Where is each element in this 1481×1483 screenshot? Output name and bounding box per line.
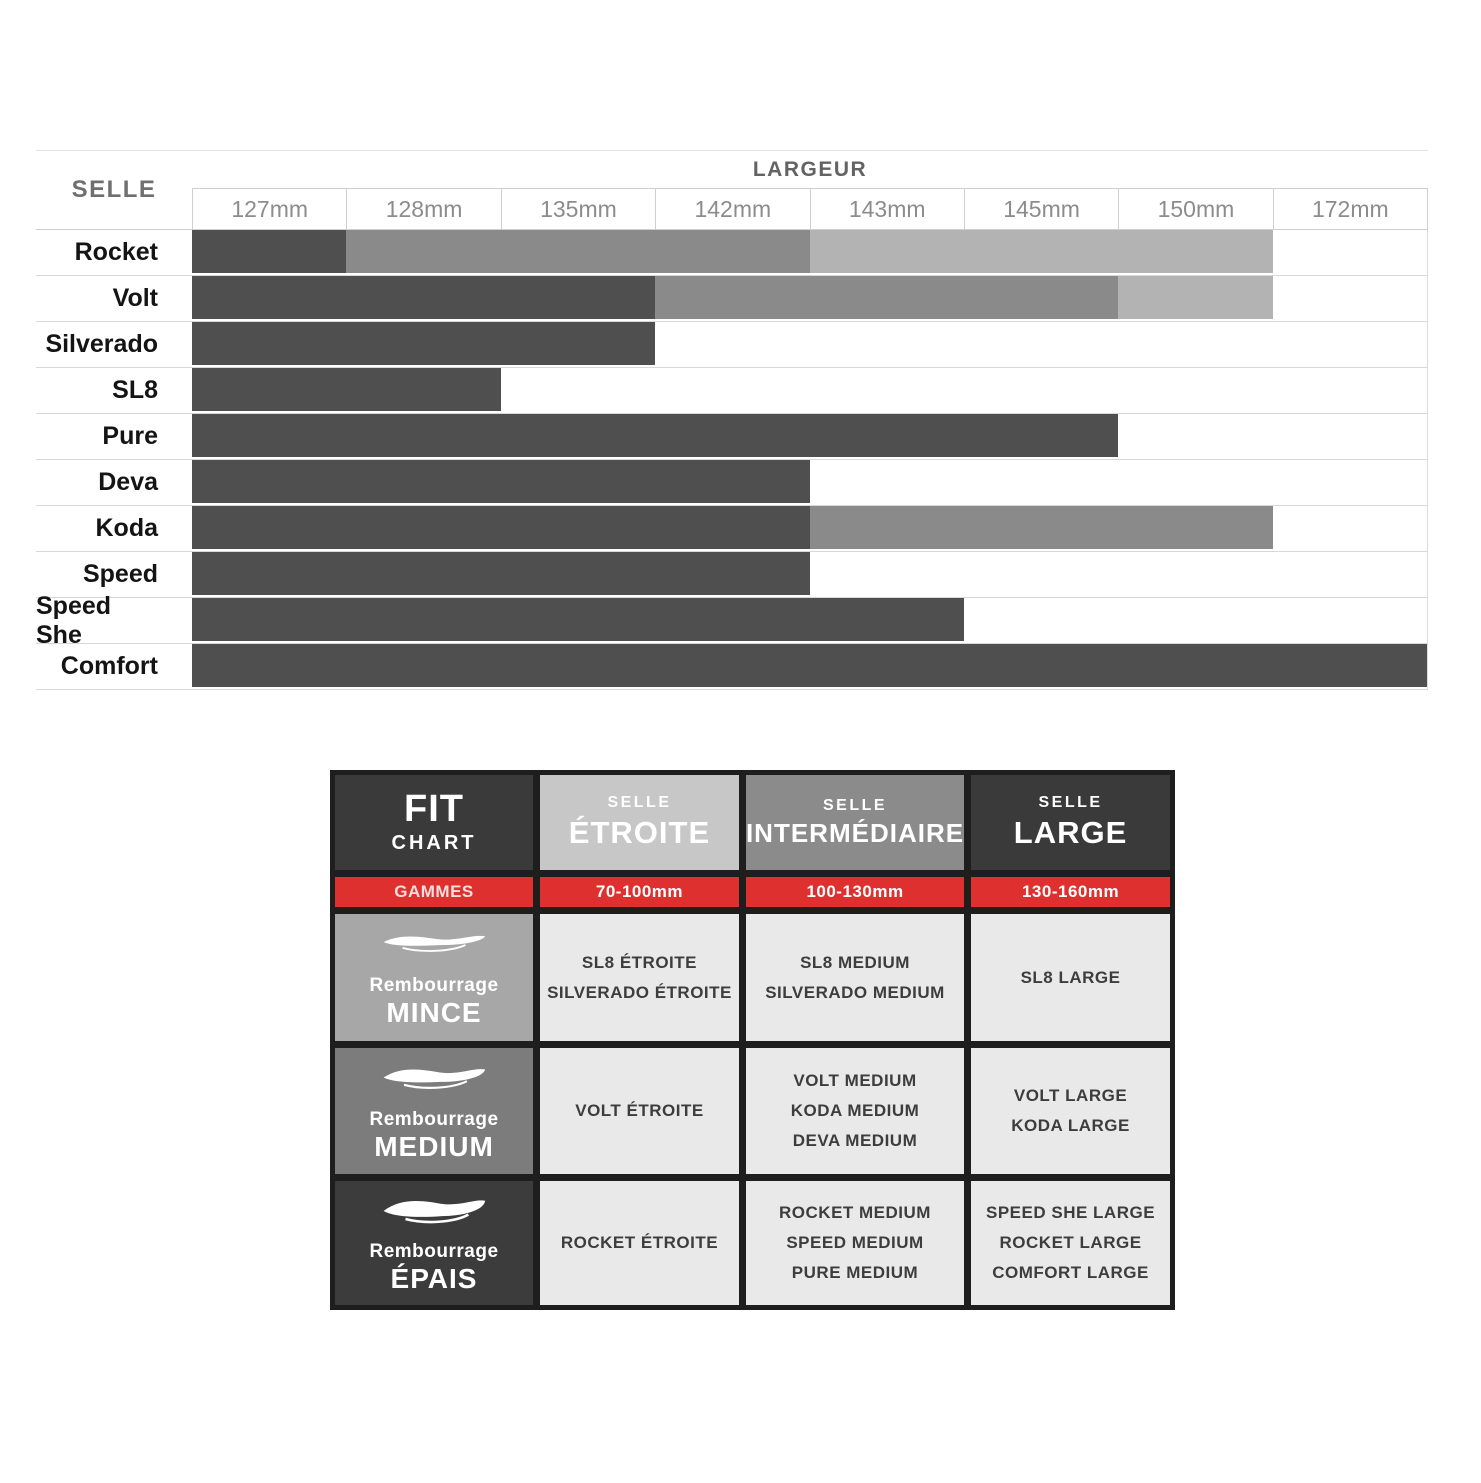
header-large-line1: SELLE xyxy=(1038,794,1103,811)
padding-thickness-label: MEDIUM xyxy=(374,1130,494,1162)
header-selle-intermediaire xyxy=(746,775,964,870)
saddle-row-track xyxy=(192,460,1428,505)
saddle-row-label: Comfort xyxy=(60,652,158,680)
model-name: ROCKET ÉTROITE xyxy=(560,1233,719,1252)
model-name: SILVERADO MEDIUM xyxy=(765,982,945,1002)
header-selle-large xyxy=(971,775,1170,870)
model-name: SL8 ÉTROITE xyxy=(581,952,697,972)
fit-chart-model-cell xyxy=(540,1048,739,1174)
fit-chart-model-cell xyxy=(746,1048,964,1174)
fit-chart-model-cell xyxy=(971,914,1170,1041)
model-name: ROCKET LARGE xyxy=(999,1233,1142,1252)
width-range-bar-dark xyxy=(192,368,501,411)
width-column-header: 135mm xyxy=(501,189,655,229)
fit-title-line2: CHART xyxy=(391,832,477,854)
saddle-row xyxy=(36,368,1428,414)
model-name: SPEED SHE LARGE xyxy=(986,1203,1156,1222)
saddle-row-label: Speed xyxy=(82,560,158,588)
model-name: SPEED MEDIUM xyxy=(786,1233,924,1252)
width-chart-header-right xyxy=(192,151,1428,229)
width-range-bar-medium xyxy=(810,506,1273,549)
saddle-row-label: Speed She xyxy=(36,591,112,649)
padding-row-label-cell xyxy=(335,1181,533,1305)
fit-chart-table xyxy=(330,770,1175,1310)
model-name: VOLT LARGE xyxy=(1013,1086,1128,1105)
row-header-label: SELLE xyxy=(71,176,157,203)
model-name: PURE MEDIUM xyxy=(791,1263,919,1282)
width-column-header: 150mm xyxy=(1118,189,1272,229)
saddle-row-track xyxy=(192,368,1428,413)
saddle-row-label: SL8 xyxy=(112,376,158,404)
width-range-bar-dark xyxy=(192,230,346,273)
width-range-bar-dark xyxy=(192,552,810,595)
padding-label: Rembourrage xyxy=(369,1240,499,1262)
fit-chart-model-cell xyxy=(971,1181,1170,1305)
saddle-row-track xyxy=(192,414,1428,459)
width-range-bar-dark xyxy=(192,276,655,319)
width-column-header: 143mm xyxy=(810,189,964,229)
range-intermediate-cell xyxy=(746,877,964,907)
model-name: SILVERADO ÉTROITE xyxy=(547,982,732,1002)
chart-title-row xyxy=(192,151,1428,188)
model-name: KODA MEDIUM xyxy=(790,1101,920,1120)
range-intermediate: 100-130mm xyxy=(806,882,904,901)
width-range-bar-dark xyxy=(192,506,810,549)
model-name: SL8 LARGE xyxy=(1020,967,1121,987)
header-intermediate-line2: INTERMÉDIAIRE xyxy=(745,817,965,848)
model-name: COMFORT LARGE xyxy=(992,1263,1149,1282)
width-range-bar-dark xyxy=(192,644,1427,687)
saddle-row xyxy=(36,276,1428,322)
saddle-row-label: Pure xyxy=(102,422,158,450)
saddle-row-track xyxy=(192,598,1428,643)
range-large-cell xyxy=(971,877,1170,907)
header-large-line2: LARGE xyxy=(1013,815,1128,850)
saddle-row-label: Silverado xyxy=(45,330,158,358)
saddle-row xyxy=(36,644,1428,690)
width-column-header: 172mm xyxy=(1273,189,1428,229)
saddle-row xyxy=(36,414,1428,460)
width-chart-header xyxy=(36,151,1428,229)
width-range-bar-medium xyxy=(346,230,809,273)
chart-title: LARGEUR xyxy=(752,157,868,181)
saddle-medium-icon xyxy=(374,1060,494,1103)
header-narrow-line2: ÉTROITE xyxy=(568,815,711,850)
range-large: 130-160mm xyxy=(1021,882,1120,901)
width-range-bar-dark xyxy=(192,414,1118,457)
padding-label: Rembourrage xyxy=(369,975,499,996)
model-name: VOLT MEDIUM xyxy=(793,1071,917,1090)
gammes-label: GAMMES xyxy=(394,882,474,901)
width-range-bar-medium xyxy=(655,276,1118,319)
saddle-rows xyxy=(36,229,1428,690)
saddle-row-label: Volt xyxy=(112,284,158,312)
saddle-thick-icon xyxy=(374,1192,494,1235)
model-name: VOLT ÉTROITE xyxy=(575,1101,704,1120)
saddle-row-label: Koda xyxy=(95,514,158,542)
padding-row-label-cell xyxy=(335,914,533,1041)
saddle-row-track xyxy=(192,230,1428,275)
fit-chart-model-cell xyxy=(746,914,964,1041)
fit-title-line1: FIT xyxy=(404,788,464,830)
saddle-row xyxy=(36,552,1428,598)
width-column-header: 127mm xyxy=(192,189,346,229)
fit-chart-model-cell xyxy=(746,1181,964,1305)
saddle-row-track xyxy=(192,506,1428,551)
width-range-bar-dark xyxy=(192,460,810,503)
model-name: KODA LARGE xyxy=(1011,1116,1130,1135)
saddle-row-label: Deva xyxy=(98,468,158,496)
fit-chart-title-cell xyxy=(335,775,533,870)
header-narrow-line1: SELLE xyxy=(607,794,672,811)
model-name: ROCKET MEDIUM xyxy=(779,1203,931,1222)
width-column-header: 142mm xyxy=(655,189,809,229)
saddle-row-track xyxy=(192,644,1428,689)
padding-thickness-label: ÉPAIS xyxy=(390,1262,478,1294)
range-narrow-cell xyxy=(540,877,739,907)
width-range-bar-light xyxy=(810,230,1273,273)
header-intermediate-line1: SELLE xyxy=(822,796,888,814)
header-selle-etroite xyxy=(540,775,739,870)
fit-chart-model-cell xyxy=(540,1181,739,1305)
saddle-row xyxy=(36,591,1428,649)
saddle-width-chart xyxy=(36,150,1428,690)
row-header-cell xyxy=(36,151,192,229)
width-range-bar-light xyxy=(1118,276,1272,319)
width-range-bar-dark xyxy=(192,322,655,365)
saddle-row xyxy=(36,230,1428,276)
range-narrow: 70-100mm xyxy=(595,882,684,901)
padding-row-label-cell xyxy=(335,1048,533,1174)
width-column-header: 128mm xyxy=(346,189,500,229)
saddle-row-track xyxy=(192,276,1428,321)
fit-chart-model-cell xyxy=(971,1048,1170,1174)
saddle-row-label: Rocket xyxy=(74,238,158,266)
padding-label: Rembourrage xyxy=(369,1108,499,1130)
saddle-thin-icon xyxy=(374,926,494,969)
model-name: DEVA MEDIUM xyxy=(792,1131,918,1150)
padding-thickness-label: MINCE xyxy=(386,997,482,1028)
model-name: SL8 MEDIUM xyxy=(800,952,910,972)
gammes-cell xyxy=(335,877,533,907)
saddle-row xyxy=(36,322,1428,368)
saddle-row-track xyxy=(192,552,1428,597)
saddle-row xyxy=(36,506,1428,552)
width-range-bar-dark xyxy=(192,598,964,641)
width-column-header: 145mm xyxy=(964,189,1118,229)
fit-chart-model-cell xyxy=(540,914,739,1041)
width-header-row xyxy=(192,188,1428,229)
saddle-row xyxy=(36,460,1428,506)
saddle-row-track xyxy=(192,322,1428,367)
